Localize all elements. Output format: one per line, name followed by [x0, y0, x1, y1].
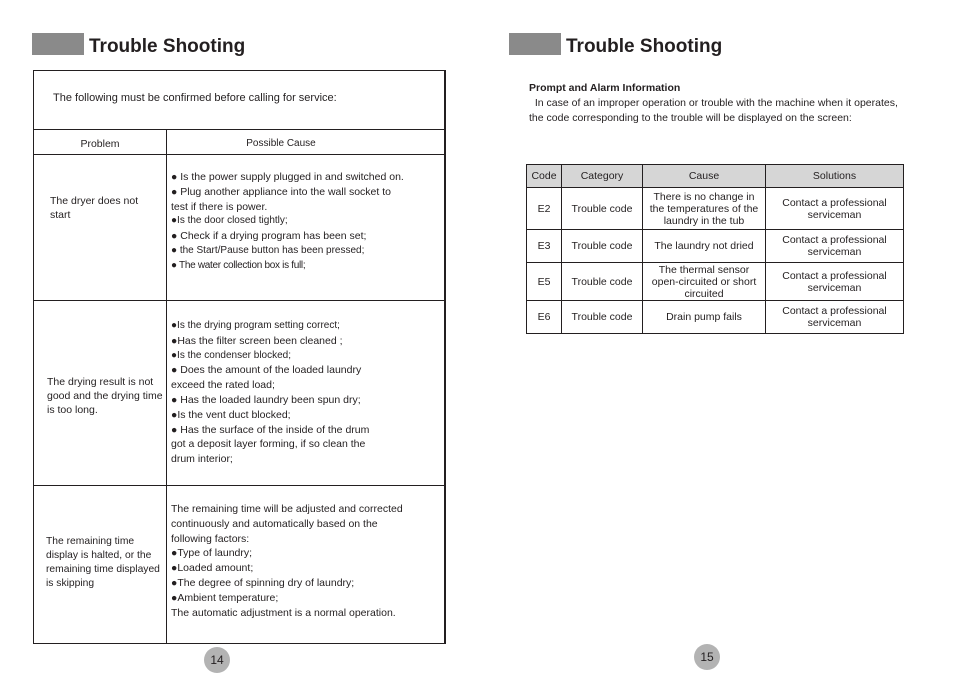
cause-item: ●Is the vent duct blocked; — [171, 408, 291, 421]
code-cell: E6 — [527, 301, 562, 334]
cause-list — [171, 170, 404, 274]
cause-cell: The laundry not dried — [643, 230, 766, 263]
table-row — [527, 263, 904, 301]
title-tab-decoration — [32, 33, 84, 55]
cause-item: The remaining time will be adjusted and corrected — [171, 503, 403, 515]
row-divider — [33, 129, 445, 130]
page-title: Trouble Shooting — [566, 36, 723, 57]
column-header-category: Category — [562, 165, 643, 188]
category-cell: Trouble code — [562, 263, 643, 301]
table-row — [527, 301, 904, 334]
page-title: Trouble Shooting — [89, 36, 246, 57]
table-row — [527, 188, 904, 230]
cause-cell: The thermal sensor open-circuited or short circuited — [643, 263, 766, 301]
row-divider — [33, 485, 445, 486]
cause-item: ●Is the drying program setting correct; — [171, 320, 340, 331]
problem-header: Problem — [80, 138, 120, 150]
solution-cell: Contact a professional serviceman — [766, 188, 904, 230]
cause-item: ●Type of laundry; — [171, 547, 253, 560]
cause-cell: Drain pump fails — [643, 301, 766, 334]
cause-item: ● Does the amount of the loaded laundry — [171, 364, 362, 377]
cause-item: ● The water collection box is full; — [171, 259, 306, 271]
code-cell: E5 — [527, 263, 562, 301]
intro-text: The following must be confirmed before calling for service: — [53, 92, 337, 104]
code-cell: E2 — [527, 188, 562, 230]
cause-item: ● Has the surface of the inside of the drum — [171, 423, 370, 436]
cause-item: The automatic adjustment is a normal operation. — [171, 606, 396, 619]
code-cell: E3 — [527, 230, 562, 263]
solution-cell: Contact a professional serviceman — [766, 301, 904, 334]
column-divider — [166, 129, 167, 643]
cause-list — [171, 319, 369, 467]
row-divider — [33, 300, 445, 301]
cause-cell: There is no change in the temperatures of the laundry in the tub — [643, 188, 766, 230]
cause-item: ● Is the power supply plugged in and switched on. — [171, 171, 404, 183]
solution-cell: Contact a professional serviceman — [766, 230, 904, 263]
cause-item: ●Ambient temperature; — [171, 591, 279, 604]
page-number: 14 — [204, 647, 230, 673]
cause-header: Possible Cause — [246, 138, 316, 149]
cause-item: test if there is power. — [171, 200, 268, 213]
page-number: 15 — [694, 644, 720, 670]
cause-item: ● Has the loaded laundry been spun dry; — [171, 393, 361, 406]
category-cell: Trouble code — [562, 230, 643, 263]
table-row — [527, 230, 904, 263]
cause-item: ● Plug another appliance into the wall socket to — [171, 185, 391, 198]
cause-list — [171, 502, 403, 620]
column-header-solutions: Solutions — [766, 165, 904, 188]
column-header-cause: Cause — [643, 165, 766, 188]
section-heading: Prompt and Alarm Information — [529, 82, 681, 94]
problem-cell: The remaining time display is halted, or the remaining time displayed is skipping — [46, 536, 160, 589]
cause-item: ●Is the door closed tightly; — [171, 215, 288, 227]
row-divider — [33, 154, 445, 155]
cause-item: ●Is the condenser blocked; — [171, 349, 291, 361]
cause-item: ●Has the filter screen been cleaned ; — [171, 334, 343, 347]
alarm-code-table — [526, 164, 904, 334]
cause-item: exceed the rated load; — [171, 379, 275, 392]
cause-item: ● the Start/Pause button has been pressed; — [171, 244, 365, 256]
column-header-code: Code — [527, 165, 562, 188]
cause-item: following factors: — [171, 532, 250, 545]
solution-cell: Contact a professional serviceman — [766, 263, 904, 301]
category-cell: Trouble code — [562, 301, 643, 334]
problem-cell: The dryer does not start — [50, 195, 139, 221]
cause-item: drum interior; — [171, 453, 233, 466]
cause-item: ● Check if a drying program has been set; — [171, 230, 367, 243]
table-header-row — [527, 165, 904, 188]
title-tab-decoration — [509, 33, 561, 55]
cause-item: continuously and automatically based on the — [171, 517, 378, 530]
section-text: In case of an improper operation or trouble with the machine when it operates, the code corresponding to the trouble will be displayed on the screen: — [529, 97, 901, 124]
problem-cell: The drying result is not good and the drying time is too long. — [47, 376, 163, 416]
category-cell: Trouble code — [562, 188, 643, 230]
cause-item: ●The degree of spinning dry of laundry; — [171, 576, 355, 589]
cause-item: got a deposit layer forming, if so clean the — [171, 438, 366, 451]
cause-item: ●Loaded amount; — [171, 562, 254, 575]
